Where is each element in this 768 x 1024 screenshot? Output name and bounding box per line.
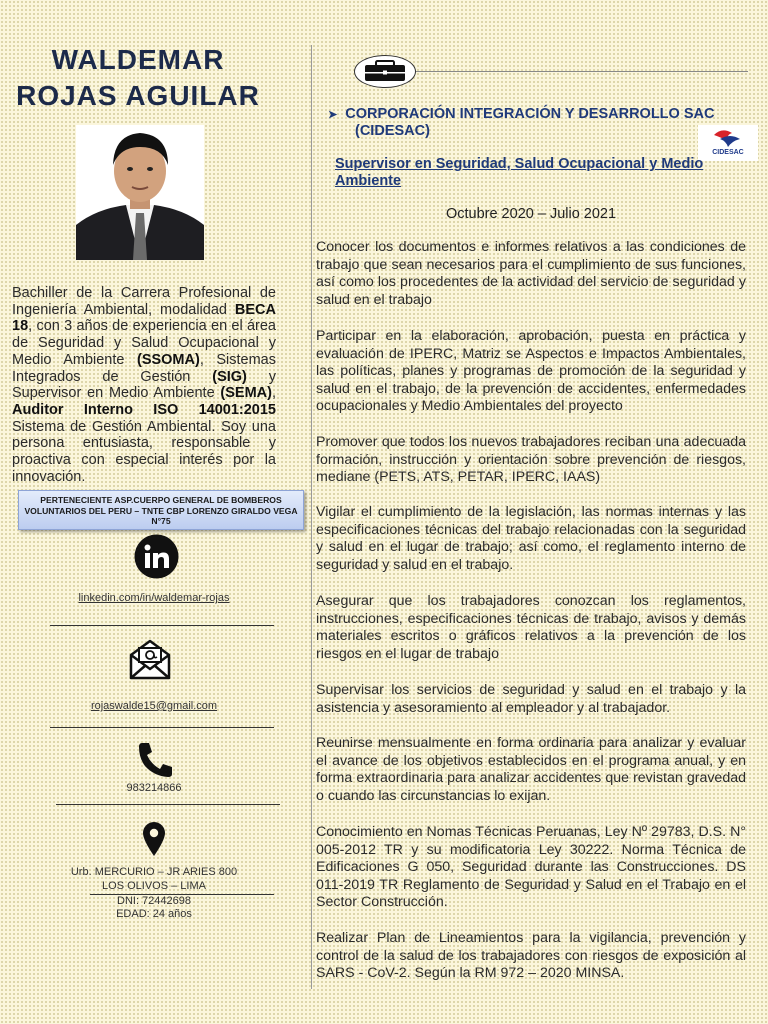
- company-name: [328, 106, 758, 139]
- divider: [50, 727, 274, 728]
- address-line-2: LOS OLIVOS – LIMA: [102, 880, 206, 892]
- briefcase-icon: [354, 55, 416, 88]
- company-line-2: (CIDESAC): [355, 123, 430, 139]
- job-period: Octubre 2020 – Julio 2021: [445, 206, 617, 222]
- job-title: Supervisor en Seguridad, Salud Ocupacional y Medio Ambiente: [335, 156, 704, 189]
- candidate-name: [6, 42, 270, 114]
- summary-text: Sistema de Gestión Ambiental. Soy una persona entusiasta, responsable y proactiva con especial interés por la innovación.: [12, 418, 276, 485]
- duty-item: Conocer los documentos e informes relativos a las condiciones de trabajo que sean necesarios para el cumplimiento de sus funciones, así como los procedentes de la actividad del servicio de seguridad y salud en el trabajo: [316, 239, 746, 308]
- divider: [50, 625, 274, 626]
- summary-highlight: BECA 18: [12, 301, 276, 335]
- duty-item: Vigilar el cumplimiento de la legislación, las normas internas y las especificaciones técnicas del trabajo relacionadas con la seguridad y salud en el lugar de trabajo; así como, el reglamento interno de seguridad y salud en el trabajo.: [316, 504, 746, 573]
- duty-item: Supervisar los servicios de seguridad y salud en el trabajo y la asistencia y asesoramiento al empleador y al trabajador.: [316, 682, 746, 716]
- duty-item: Reunirse mensualmente en forma ordinaria para analizar y evaluar el avance de los objetivos establecidos en el programa anual, y en forma extraordinaria para analizar accidentes que revistan gravedad o cuando las circunstancias lo exijan.: [316, 735, 746, 804]
- summary-highlight: (SSOMA): [136, 351, 200, 368]
- company-logo: [698, 125, 758, 161]
- linkedin-icon[interactable]: [134, 534, 179, 584]
- firefighter-badge: PERTENECIENTE ASP.CUERPO GENERAL DE BOMBEROS VOLUNTARIOS DEL PERU – TNTE CBP LORENZO GIRALDO VEGA N°75: [18, 490, 304, 530]
- summary-highlight: Auditor Interno ISO 14001:2015: [12, 401, 276, 418]
- address-line-1: Urb. MERCURIO – JR ARIES 800: [70, 866, 238, 878]
- duty-item: Realizar Plan de Lineamientos para la vigilancia, prevención y control de la salud de los trabajadores con riesgos de exposición al SARS - CoV-2. Según la RM 972 – 2020 MINSA.: [316, 930, 746, 982]
- email-link[interactable]: rojaswalde15@gmail.com: [90, 700, 218, 712]
- location-pin-icon: [143, 822, 165, 861]
- phone-number: 983214866: [126, 782, 182, 794]
- summary-text: , Sistemas Integrados de Gestión: [12, 351, 276, 385]
- divider: [56, 804, 280, 805]
- duty-item: Conocimiento en Nomas Técnicas Peruanas, Ley Nº 29783, D.S. N° 005-2012 TR y su modificatoria Ley 30222. Norma Técnica de Edificaciones G 050, Seguridad durante las Construcciones. DS 011-2019 TR Reglamento de Seguridad y Salud en el Trabajo en el Sector Construcción.: [316, 824, 746, 911]
- profile-photo: [76, 125, 204, 260]
- age: EDAD: 24 años: [116, 908, 192, 920]
- section-divider: [416, 71, 748, 72]
- email-icon: [128, 638, 172, 685]
- column-divider: [311, 45, 312, 989]
- summary-highlight: (SIG): [212, 368, 247, 385]
- summary-text: Bachiller de la Carrera Profesional de Ingeniería Ambiental, modalidad: [12, 285, 276, 318]
- summary-text: ,: [271, 385, 276, 402]
- summary-text: y Supervisor en Medio Ambiente: [12, 368, 276, 402]
- profile-summary: [12, 285, 276, 485]
- arrow-bullet-icon: ➤: [328, 109, 338, 121]
- company-line-1: CORPORACIÓN INTEGRACIÓN Y DESARROLLO SAC: [345, 106, 715, 122]
- summary-highlight: (SEMA): [220, 385, 272, 402]
- linkedin-link[interactable]: linkedin.com/in/waldemar-rojas: [78, 592, 230, 604]
- duty-item: Participar en la elaboración, aprobación, puesta en práctica y evaluación de IPERC, Matriz se Aspectos e Impactos Ambientales, las políticas, planes y programas de promoción de la seguridad y salud en el trabajo, de la prevención de accidentes, enfermedades ocupacionales y Medio Ambientales del proyecto: [316, 328, 746, 415]
- logo-text: CIDESAC: [712, 149, 744, 156]
- name-line-1: WALDEMAR: [51, 44, 225, 75]
- summary-text: , con 3 años de experiencia en el área de Seguridad y Salud Ocupacional y Medio Ambiente: [12, 318, 276, 368]
- duty-item: Promover que todos los nuevos trabajadores reciban una adecuada formación, instrucción y orientación sobre prevención de riesgos, mediane (PETS, ATS, PETAR, IPERC, IAAS): [316, 434, 746, 486]
- dni: DNI: 72442698: [117, 895, 191, 907]
- phone-icon: [136, 740, 176, 785]
- duty-item: Asegurar que los trabajadores conozcan los reglamentos, instrucciones, especificaciones técnicas de trabajo, avisos y demás materiales escritos o gráficos relativos a la prevención de los riesgos en el lugar de trabajo: [316, 593, 746, 662]
- name-line-2: ROJAS AGUILAR: [16, 80, 260, 111]
